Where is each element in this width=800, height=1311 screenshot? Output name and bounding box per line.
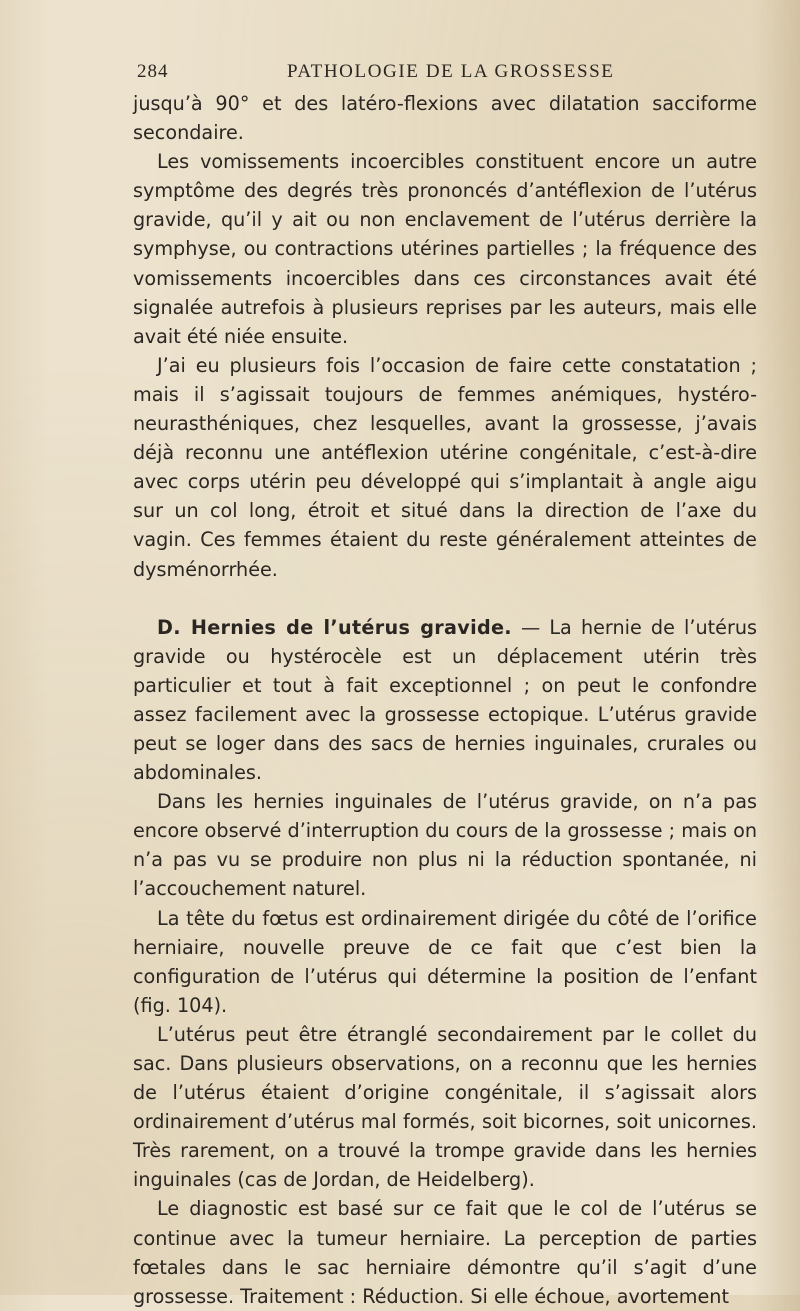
running-head bbox=[133, 55, 757, 89]
section-hernies bbox=[133, 613, 757, 1311]
paragraph-vomissements: Les vomissements incoercibles constituent encore un autre symptôme des degrés très prononcés d’antéflexion de l’utérus gravide, qu’il y ait ou non enclavement de l’utérus derrière la symphyse, ou contractions utérines partielles ; la fréquence des vomissements incoercibles dans ces circonstances avait été signalée autrefois à plusieurs reprises par les auteurs, mais elle avait été niée ensuite. bbox=[133, 150, 757, 348]
running-title: PATHOLOGIE DE LA GROSSESSE bbox=[287, 61, 615, 82]
section-intro-paragraph bbox=[133, 613, 757, 788]
section-heading: D. Hernies de l’utérus gravide. bbox=[157, 615, 512, 639]
paragraph-continued: jusqu’à 90° et des latéro-flexions avec dilatation sacciforme secondaire. bbox=[133, 92, 757, 145]
page-number: 284 bbox=[137, 61, 169, 82]
section-intro-text: — La hernie de l’utérus gravide ou hystérocèle est un déplacement utérin très particulier et tout à fait exceptionnel ; on peut le confondre assez facilement avec la grossesse ectopique. L’utérus gravide peut se loger dans des sacs de hernies inguinales, crurales ou abdominales. bbox=[133, 615, 757, 785]
paragraph-etranglement: L’utérus peut être étranglé secondairement par le collet du sac. Dans plusieurs observations, on a reconnu que les hernies de l’utérus étaient d’origine congénitale, il s’agissait alors ordinairement d’utérus mal formés, soit bicornes, soit unicornes. Très rarement, on a trouvé la trompe gravide dans les hernies inguinales (cas de Jordan, de Heidelberg). bbox=[133, 1022, 757, 1192]
body-text bbox=[133, 89, 757, 1311]
paragraph-hernies-inguinales: Dans les hernies inguinales de l’utérus gravide, on n’a pas encore observé d’interruption du cours de la grossesse ; mais on n’a pas vu se produire non plus ni la réduction spontanée, ni l’accouchement naturel. bbox=[133, 790, 757, 901]
book-page bbox=[133, 55, 757, 1308]
paragraph-diagnostic: Le diagnostic est basé sur ce fait que le col de l’utérus se continue avec la tumeur herniaire. La perception de parties fœtales dans le sac herniaire démontre qu’il s’agit d’une grossesse. Traitement : Réduction. Si elle échoue, avortement bbox=[133, 1197, 757, 1308]
paragraph-tete-foetus: La tête du fœtus est ordinairement dirigée du côté de l’orifice herniaire, nouvelle preuve de ce fait que c’est bien la configuration de l’utérus qui détermine la position de l’enfant (fig. 104). bbox=[133, 906, 757, 1017]
paragraph-constatation: J’ai eu plusieurs fois l’occasion de faire cette constatation ; mais il s’agissait toujours de femmes anémiques, hystéro-neurasthéniques, chez lesquelles, avant la grossesse, j’avais déjà reconnu une antéflexion utérine congénitale, c’est-à-dire avec corps utérin peu développé qui s’implantait à angle aigu sur un col long, étroit et situé dans la direction de l’axe du vagin. Ces femmes étaient du reste généralement atteintes de dysménorrhée. bbox=[133, 353, 757, 581]
